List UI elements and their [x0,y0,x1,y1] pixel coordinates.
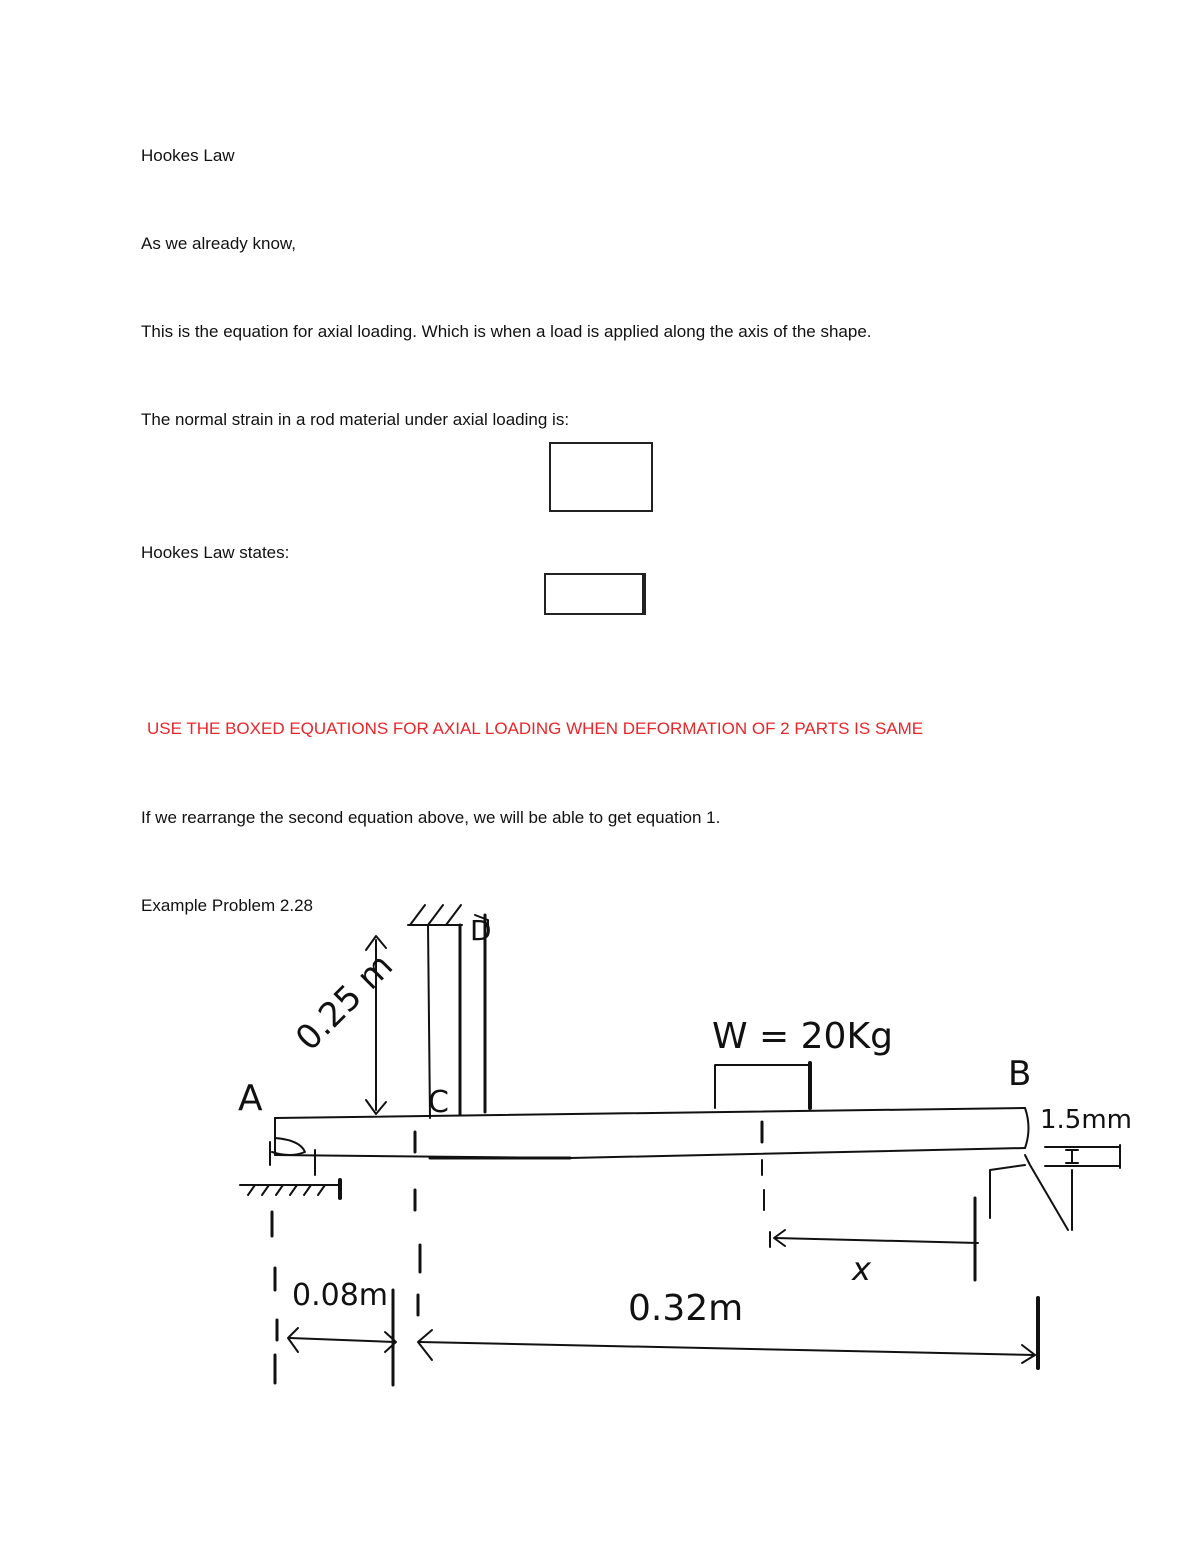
label-dist-008: 0.08m [292,1278,389,1313]
pin-support [272,1138,305,1155]
label-point-d: D [470,914,492,947]
label-x: x [852,1250,871,1288]
dim-008-line [290,1338,395,1342]
ref-line-c [415,1190,420,1315]
beam-end-b [1025,1108,1029,1148]
paragraph-axial-loading: This is the equation for axial loading. Which is when a load is applied along the axis of the shape. [141,322,872,341]
pin-legs [270,1142,315,1175]
thickness-marker [1066,1150,1078,1163]
example-heading: Example Problem 2.28 [141,896,313,915]
dim-008-arrow-left [288,1328,298,1352]
ref-line-a [272,1212,277,1383]
label-thickness: 1.5mm [1040,1105,1133,1135]
paragraph-rearrange: If we rearrange the second equation above, we will be able to get equation 1. [141,808,721,827]
label-weight: W = 20Kg [712,1016,893,1057]
ground-hatch [248,1185,325,1195]
label-dist-032: 0.32m [628,1288,744,1329]
dim-032-line [420,1342,1035,1355]
label-point-c: C [428,1085,449,1120]
label-height: 0.25 m [288,945,401,1059]
paragraph-hookes-law: Hookes Law states: [141,543,290,562]
paragraph-normal-strain: The normal strain in a rod material under axial loading is: [141,410,570,429]
beam-top-edge [275,1108,1025,1118]
label-point-a: A [238,1078,263,1119]
label-point-b: B [1008,1054,1032,1094]
x-dimension-line [775,1238,978,1243]
weight-block [715,1065,810,1108]
doc-title: Hookes Law [141,146,235,165]
highlight-note: USE THE BOXED EQUATIONS FOR AXIAL LOADING WHEN DEFORMATION OF 2 PARTS IS SAME [147,719,924,738]
x-dashed-1 [762,1160,764,1210]
paragraph-intro: As we already know, [141,234,296,253]
thickness-lines [1045,1147,1120,1166]
b-support [990,1165,1025,1218]
beam-bottom-edge [275,1148,1025,1158]
rod-top-hatch [410,905,461,925]
dim-032-arrow-left [418,1330,432,1360]
